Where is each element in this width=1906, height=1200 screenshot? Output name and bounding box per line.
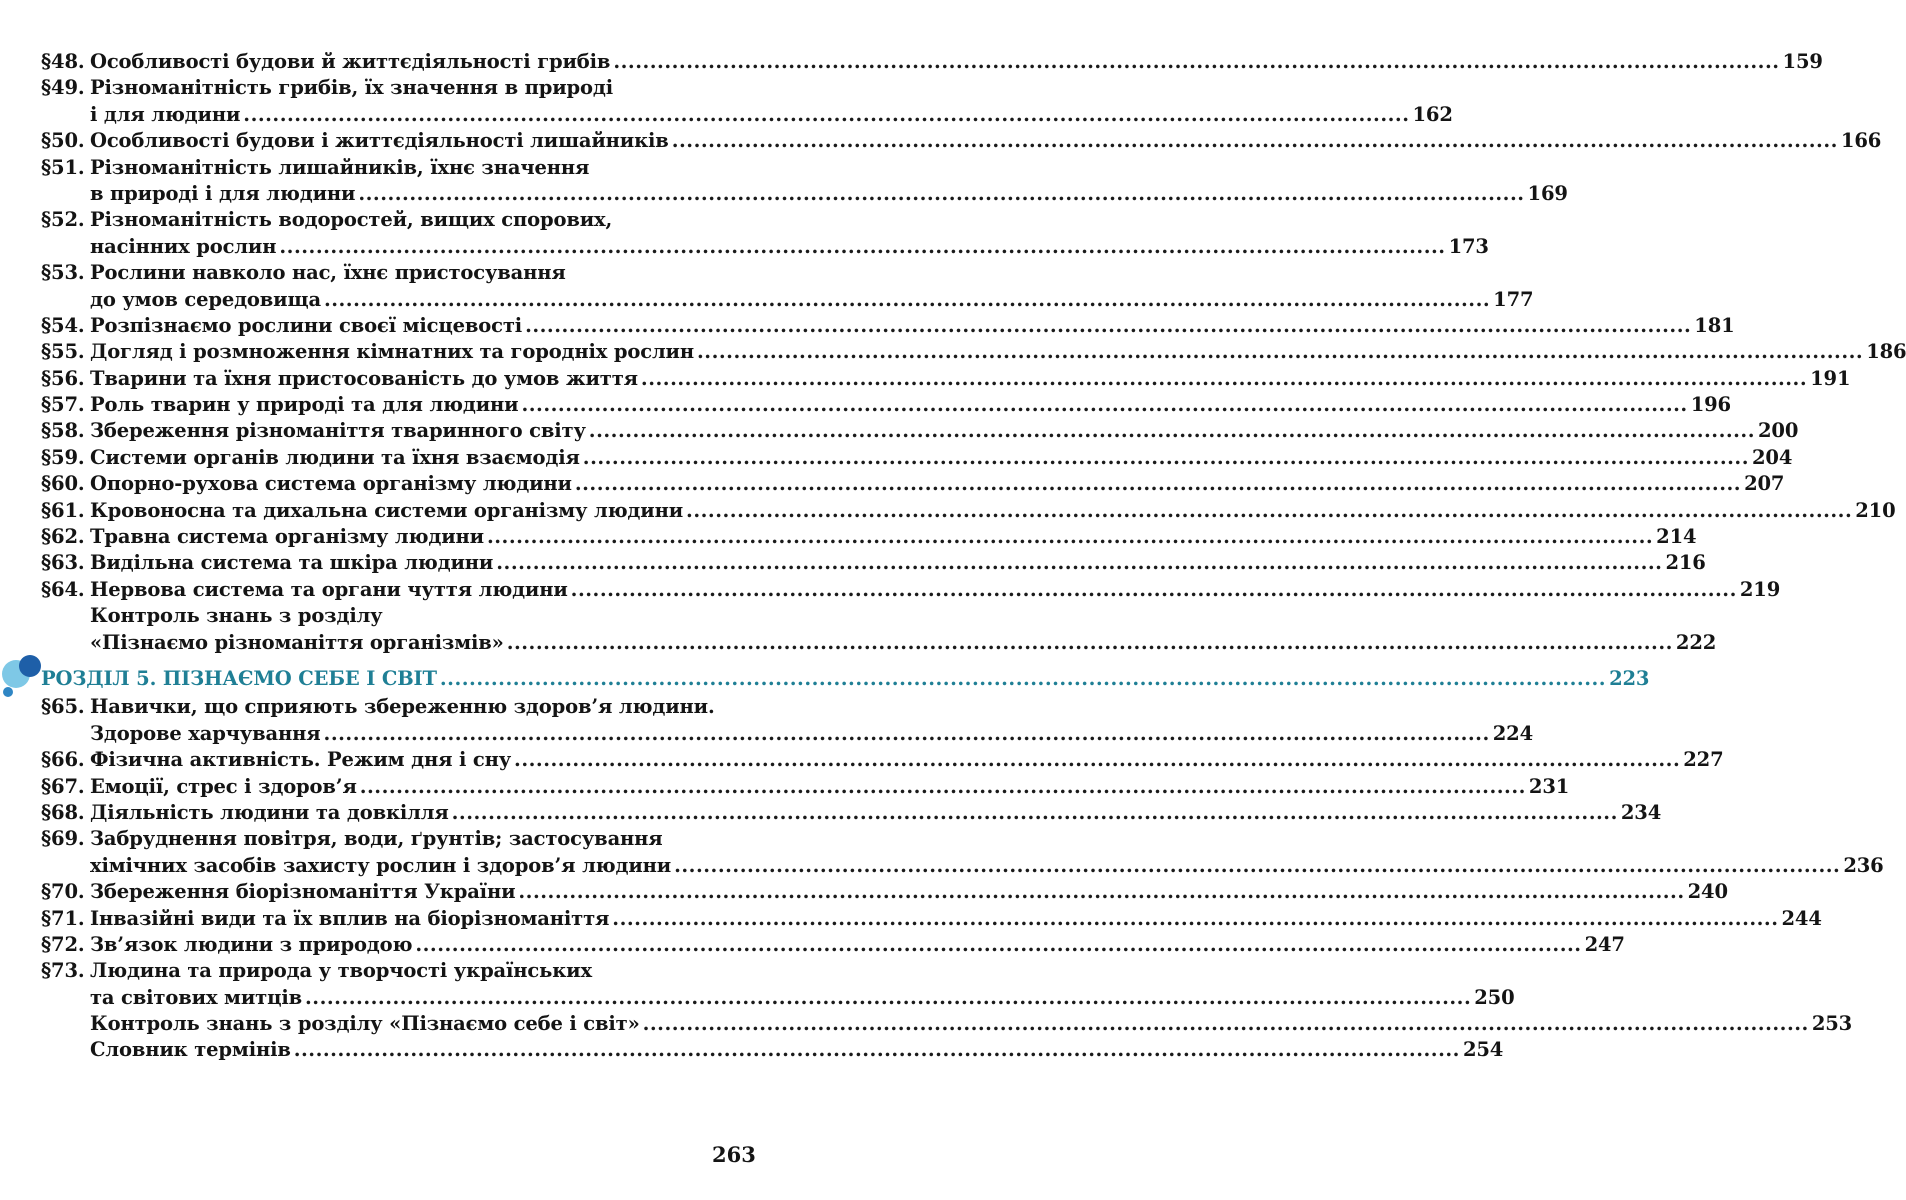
toc-leader-dots: ................................................................................................................................................................ [279,234,1446,258]
toc-title: Тварини та їхня пристосованість до умов життя [90,366,638,390]
toc-leader-dots: ................................................................................................................................................................ [697,340,1864,364]
toc-title: «Пізнаємо різноманіття організмів» [90,630,504,654]
toc-leader-dots: ................................................................................................................................................................ [506,630,1673,654]
toc-title: Діяльність людини та довкілля [90,800,449,824]
toc-title: Словник термінів [90,1038,291,1062]
toc-page-number: 234 [1620,800,1662,824]
toc-paragraph-number: §58. [41,419,85,443]
toc-paragraph-number: §51. [41,155,85,179]
toc-line [0,391,1731,417]
toc-entry [0,905,1822,931]
toc-page-number: 244 [1781,906,1822,930]
toc-leader-dots: ................................................................................................................................................................ [574,472,1742,496]
toc-page-number: 216 [1665,551,1706,575]
toc-paragraph-number: §66. [41,748,85,772]
toc-entry [0,48,1823,74]
toc-title: Нервова система та органи чуття людини [90,577,568,601]
toc-leader-dots: ................................................................................................................................................................ [415,932,1582,956]
toc-entry [0,444,1793,470]
toc-paragraph-number: §73. [41,959,85,983]
toc-line [0,720,1534,746]
toc-entry [0,931,1625,957]
toc-line [0,665,1650,691]
toc-line [0,497,1896,523]
toc-line [0,878,1728,904]
toc-entry [0,154,1568,207]
toc-entry [0,417,1799,443]
page-number: 263 [712,1142,756,1167]
toc-line [0,48,1823,74]
toc-paragraph-number: §65. [41,695,85,719]
toc-paragraph-number: §71. [41,906,85,930]
toc-line [0,206,793,232]
toc-paragraph-number: §54. [41,313,85,337]
toc-title: Контроль знань з розділу [90,604,383,628]
toc-line [0,693,793,719]
toc-line [0,74,793,100]
toc-page-number: 169 [1527,181,1568,205]
toc-title: Травна система організму людини [90,525,484,549]
toc-page-number: 222 [1675,630,1717,654]
toc-line [0,470,1785,496]
toc-entry [0,127,1882,153]
toc-leader-dots: ................................................................................................................................................................ [671,129,1838,153]
toc-entry [0,259,1534,312]
toc-page-number: 254 [1462,1038,1504,1062]
toc-title: Емоції, стрес і здоров’я [90,774,357,798]
toc-line [0,957,793,983]
toc-line [0,629,1717,655]
toc-title: Фізична активність. Режим дня і сну [90,748,512,772]
toc-entry [0,365,1851,391]
toc-title: Різноманітність лишайників, їхнє значення [90,155,590,179]
toc-line [0,1036,1504,1062]
toc-title: Особливості будови і життєдіяльності лишайників [90,129,669,153]
toc-line [0,444,1793,470]
toc-page-number: 162 [1412,102,1453,126]
toc-leader-dots: ................................................................................................................................................................ [451,800,1618,824]
toc-title: та світових митців [90,985,303,1009]
toc-line [0,773,1570,799]
toc-leader-dots: ................................................................................................................................................................ [612,906,1779,930]
toc-line [0,127,1882,153]
toc-paragraph-number: §59. [41,445,85,469]
toc-title: до умов середовища [90,287,321,311]
toc-leader-dots: ................................................................................................................................................................ [582,445,1749,469]
toc-entry [0,497,1896,523]
toc-paragraph-number: §60. [41,472,85,496]
toc-page-number: 247 [1584,932,1625,956]
toc-line [0,523,1697,549]
toc-paragraph-number: §62. [41,525,85,549]
toc-title: Інвазійні види та їх вплив на біорізноманіття [90,906,610,930]
toc-entry [0,1036,1504,1062]
toc-page-number: 159 [1782,50,1823,73]
toc-title: Роль тварин у природі та для людини [90,393,519,417]
toc-leader-dots: ................................................................................................................................................................ [323,287,1491,311]
toc-paragraph-number: §49. [41,76,85,100]
toc-paragraph-number: §63. [41,551,85,575]
toc-leader-dots: ................................................................................................................................................................ [686,498,1853,522]
toc-leader-dots: ................................................................................................................................................................ [518,880,1685,904]
toc-title: хімічних засобів захисту рослин і здоров’я людини [90,853,672,877]
toc-entry [0,825,1884,878]
toc-entry [0,391,1731,417]
toc-page-number: 207 [1744,472,1785,496]
toc-line [0,852,1884,878]
toc-page-number: 231 [1528,774,1570,798]
toc-leader-dots: ................................................................................................................................................................ [358,181,1525,205]
toc-page-number: 214 [1656,525,1697,549]
toc-entry [0,746,1724,772]
toc-paragraph-number: §67. [41,774,85,798]
toc-entry [0,549,1706,575]
toc-entry [0,312,1735,338]
toc-line [0,286,1534,312]
toc-leader-dots: ................................................................................................................................................................ [642,1012,1809,1036]
section-marker-icon [0,646,60,706]
toc-page-number: 186 [1866,340,1906,364]
toc-title: Збереження біорізноманіття України [90,880,516,904]
toc-title: Зв’язок людини з природою [90,932,413,956]
decor-dot [3,687,13,697]
toc-entry [0,957,1515,1010]
toc-line [0,180,1568,206]
toc-paragraph-number: §69. [41,827,85,851]
toc-leader-dots: ................................................................................................................................................................ [243,102,1410,126]
table-of-contents [0,48,1906,1063]
toc-paragraph-number: §70. [41,880,85,904]
toc-line [0,825,793,851]
toc-line [0,984,1515,1010]
toc-line [0,154,793,180]
toc-page-number: 204 [1752,445,1793,469]
toc-line [0,365,1851,391]
toc-page-number: 253 [1811,1012,1853,1036]
toc-line [0,576,1781,602]
toc-paragraph-number: §52. [41,208,85,232]
toc-entry [0,576,1781,602]
toc-title: Особливості будови й життєдіяльності грибів [90,50,611,73]
toc-leader-dots: ................................................................................................................................................................ [570,577,1737,601]
toc-leader-dots: ................................................................................................................................................................ [521,393,1688,417]
toc-line [0,259,793,285]
toc-title: Збереження різноманіття тваринного світу [90,419,586,443]
toc-paragraph-number: §50. [41,129,85,153]
toc-page-number: 223 [1609,666,1650,690]
toc-entry [0,602,1717,655]
toc-paragraph-number: §72. [41,932,85,956]
toc-entry [0,74,1453,127]
toc-leader-dots: ................................................................................................................................................................ [305,985,1472,1009]
toc-entry [0,799,1662,825]
toc-leader-dots: ................................................................................................................................................................ [514,748,1681,772]
toc-title: в природі і для людини [90,181,356,205]
toc-title: Системи органів людини та їхня взаємодія [90,445,580,469]
toc-title: насінних рослин [90,234,277,258]
toc-page-number: 240 [1687,880,1728,904]
toc-entry [0,1010,1853,1036]
toc-title: Навички, що сприяють збереженню здоров’я людини. [90,695,715,719]
toc-paragraph-number: §55. [41,340,85,364]
toc-page-number: 227 [1683,748,1724,772]
toc-line [0,931,1625,957]
toc-title: Контроль знань з розділу «Пізнаємо себе і світ» [90,1012,640,1036]
toc-entry [0,523,1697,549]
toc-title: Кровоносна та дихальна системи організму людини [90,498,684,522]
toc-section-heading [0,665,1650,691]
toc-entry [0,878,1728,904]
toc-line [0,746,1724,772]
toc-line [0,549,1706,575]
toc-title: Забруднення повітря, води, ґрунтів; застосування [90,827,663,851]
toc-line [0,602,793,628]
toc-title: Розпізнаємо рослини своєї місцевості [90,313,523,337]
toc-page-number: 181 [1694,313,1735,337]
toc-leader-dots: ................................................................................................................................................................ [496,551,1663,575]
toc-title: Рослини навколо нас, їхнє пристосування [90,261,566,285]
toc-title: Здорове харчування [90,721,321,745]
toc-paragraph-number: §61. [41,498,85,522]
toc-line [0,312,1735,338]
toc-paragraph-number: §53. [41,261,85,285]
toc-line [0,799,1662,825]
toc-paragraph-number: §64. [41,577,85,601]
toc-paragraph-number: §68. [41,800,85,824]
toc-entry [0,206,1489,259]
toc-line [0,417,1799,443]
toc-title: Різноманітність водоростей, вищих спорових, [90,208,613,232]
toc-page-number: 250 [1474,985,1515,1009]
toc-leader-dots: ................................................................................................................................................................ [359,774,1526,798]
toc-entry [0,773,1570,799]
toc-leader-dots: ................................................................................................................................................................ [588,419,1756,443]
toc-entry [0,338,1906,364]
toc-leader-dots: ................................................................................................................................................................ [293,1038,1460,1062]
toc-line [0,101,1453,127]
toc-line [0,905,1822,931]
toc-page-number: 173 [1448,234,1489,258]
toc-page-number: 196 [1690,393,1731,417]
toc-title: Догляд і розмноження кімнатних та городніх рослин [90,340,694,364]
toc-entry [0,470,1785,496]
toc-page-number: 219 [1739,577,1781,601]
toc-title: і для людини [90,102,241,126]
toc-paragraph-number: §48. [41,50,85,73]
toc-title: РОЗДІЛ 5. ПІЗНАЄМО СЕБЕ І СВІТ [41,666,437,690]
toc-page-number: 224 [1492,721,1534,745]
toc-page-number: 177 [1493,287,1534,311]
decor-circle-dark [19,655,41,677]
toc-entry [0,693,1534,746]
toc-leader-dots: ................................................................................................................................................................ [323,721,1490,745]
toc-leader-dots: ................................................................................................................................................................ [486,525,1654,549]
toc-leader-dots: ................................................................................................................................................................ [674,853,1841,877]
toc-title: Людина та природа у творчості українських [90,959,592,983]
toc-paragraph-number: §57. [41,393,85,417]
toc-title: Видільна система та шкіра людини [90,551,494,575]
toc-page-number: 210 [1855,498,1896,522]
toc-line [0,338,1906,364]
toc-page-number: 236 [1843,853,1884,877]
toc-leader-dots: ................................................................................................................................................................ [525,313,1692,337]
toc-line [0,233,1489,259]
toc-leader-dots: ................................................................................................................................................................ [613,50,1780,73]
toc-title: Різноманітність грибів, їх значення в природі [90,76,613,100]
toc-title: Опорно-рухова система організму людини [90,472,572,496]
toc-leader-dots: ................................................................................................................................................................ [640,366,1808,390]
toc-paragraph-number: §56. [41,366,85,390]
toc-leader-dots: ................................................................................................................................................................ [439,666,1607,690]
toc-page-number: 200 [1758,419,1799,443]
toc-line [0,1010,1853,1036]
toc-page-number: 191 [1810,366,1851,390]
toc-page-number: 166 [1840,129,1882,153]
